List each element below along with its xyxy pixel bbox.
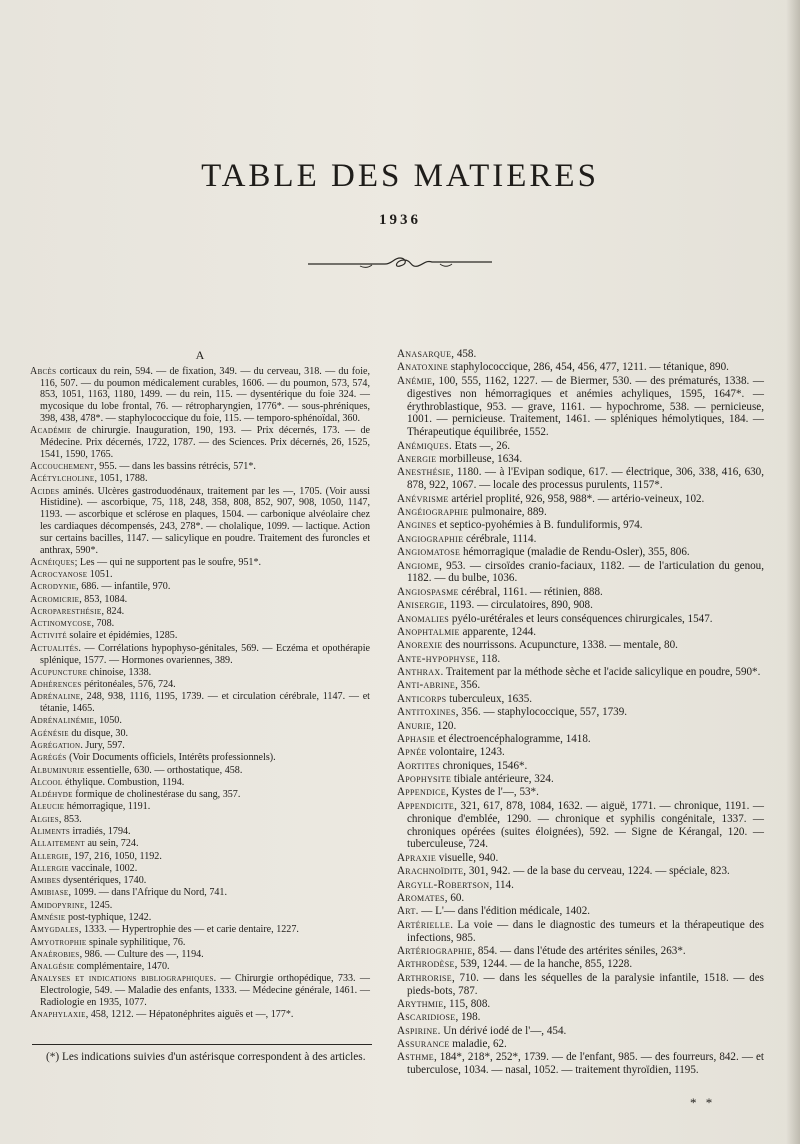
entry-heading: Anasarque — [397, 348, 452, 360]
entry-heading: Anisergie — [397, 599, 445, 612]
entry-heading: Anurie — [397, 719, 432, 732]
entry-heading: Agénésie — [30, 727, 69, 739]
entry-heading: Anticorps — [397, 692, 447, 705]
index-entry — [30, 826, 370, 838]
index-entry — [397, 375, 764, 439]
entry-references: dysentériques, 1740. — [60, 875, 147, 887]
entry-heading: Analyses et indications bibliographiques — [30, 973, 214, 985]
index-entry — [397, 720, 764, 733]
index-entry — [30, 740, 370, 752]
index-entry — [30, 569, 370, 581]
index-entry — [30, 875, 370, 887]
index-entry — [30, 863, 370, 875]
entry-references: , 60. — [444, 891, 465, 904]
entry-references: , 114. — [489, 878, 514, 891]
entry-heading: Arachnoïdite — [397, 865, 464, 878]
entry-heading: Aleucie — [30, 801, 65, 813]
entry-references: corticaux du rein, 594. — de fixation, 349. — du cerveau, 318. — du foie, 116, 507. — du poumon médicalement curables, 1606. — du poumon, 573, 574, 853, 1051, 1163, 1180, 1499. — du rein, 115. — dysentérique du foie 324. — mycosique du lobe frontal, 76. — rétropharyngien, 1776*. — sous-phréniques, 398, 438, 478*. — staphylococcique du foie, 115. — temporo-sphénoïdal, 360. — [40, 365, 370, 424]
entry-references: , 1193. — circulatoires, 890, 908. — [444, 599, 593, 612]
index-entry — [30, 851, 370, 863]
entry-references: au sein, 724. — [84, 838, 139, 850]
entry-heading: Aphasie — [397, 732, 436, 745]
entry-heading: Alcool — [30, 776, 63, 788]
entry-references: tuberculeux, 1635. — [446, 692, 533, 705]
index-entry — [30, 691, 370, 715]
entry-heading: Amygdales — [30, 924, 79, 936]
index-entry — [397, 800, 764, 852]
entry-heading: Anthrax — [397, 666, 441, 678]
entry-heading: Artériographie — [397, 944, 473, 957]
index-entry — [397, 546, 764, 559]
page-title: TABLE DES MATIERES — [201, 158, 599, 194]
entry-references: . — Chirurgie orthopédique, 733. — Electrologie, 549. — Maladie des enfants, 1333. — Médecine générale, 1461. — Radiologie en 1935, 1077. — [40, 973, 370, 1008]
entry-references: , 458, 1212. — Hépatonéphrites aiguës et —, 177*. — [85, 1009, 294, 1021]
entry-heading: Amyotrophie — [30, 936, 87, 948]
entry-references: de chirurgie. Inauguration, 190, 193. — Prix décernés, 173. — de Médecine. Prix décernés, 1722, 1787. — des Sciences. Prix décernés, 26, 1525, 1541, 1590, 1765. — [40, 425, 370, 460]
entry-references: , 118. — [475, 652, 501, 665]
index-entry — [397, 786, 764, 799]
entry-references: visuelle, 940. — [436, 851, 499, 864]
entry-heading: Analgésie — [30, 961, 75, 973]
entry-references: solaire et épidémies, 1285. — [66, 630, 178, 642]
entry-references: , 197, 216, 1050, 1192. — [68, 850, 162, 862]
entry-heading: Angiospasme — [397, 585, 459, 598]
entry-references: , 710. — dans les séquelles de la paralysie infantile, 1518. — des pieds-bots, 787. — [407, 971, 764, 997]
entry-heading: Abcès — [30, 365, 57, 377]
index-entry — [397, 586, 764, 599]
end-mark: * * — [690, 1095, 716, 1110]
entry-heading: Amibiase — [30, 887, 69, 899]
entry-heading: Ante-hypophyse — [397, 652, 476, 665]
entry-heading: Argyll-Robertson — [397, 878, 490, 891]
index-entry — [397, 919, 764, 945]
index-entry — [397, 466, 764, 492]
index-entry — [397, 626, 764, 639]
entry-references: , 100, 555, 1162, 1227. — de Biermer, 530. — des prématurés, 1338. — digestives non hémorragiques et anémies achyliques, 1595, 1647*. — érythroblastique, 953. — grave, 1161. — hypochrome, 538. — pernicieuse, 1001. — pernicieuse. Traitement, 1461. — spléniques hémolytiques, 184. — Thérapeutique équilibrée, 1552. — [407, 374, 764, 439]
entry-heading: Assurance — [397, 1038, 450, 1050]
entry-references: , 854. — dans l'étude des artérites séniles, 263*. — [472, 944, 686, 957]
entry-references: . La voie — dans le diagnostic des tumeurs et la thérapeutique des infections, 985. — [407, 918, 764, 944]
entry-heading: Arthrorise — [397, 971, 452, 984]
entry-references: , 1050. — [94, 715, 122, 727]
entry-heading: Asthme — [397, 1051, 434, 1064]
index-entry — [397, 879, 764, 892]
entry-heading: Arthrodèse — [397, 958, 455, 971]
entry-references: , 708. — [91, 618, 115, 630]
index-entry — [30, 679, 370, 691]
entry-references: hémorragique (maladie de Rendu-Osler), 355, 806. — [460, 546, 690, 559]
index-entry — [30, 366, 370, 425]
entry-references: , 1099. — dans l'Afrique du Nord, 741. — [68, 887, 228, 899]
index-entry — [30, 765, 370, 777]
entry-heading: Angiographie — [397, 532, 464, 545]
index-entry — [397, 1051, 764, 1077]
entry-heading: Angines — [397, 519, 437, 532]
entry-heading: Acroparesthésie — [30, 605, 102, 617]
entry-references: , 539, 1244. — de la hanche, 855, 1228. — [454, 958, 633, 971]
entry-heading: Aldéhyde — [30, 789, 73, 801]
entry-references: péritonéales, 576, 724. — [81, 679, 176, 691]
entry-heading: Activité — [30, 630, 67, 642]
index-entry — [30, 924, 370, 936]
index-entry — [30, 949, 370, 961]
entry-heading: Académie — [30, 425, 72, 437]
entry-heading: Aspirine — [397, 1024, 438, 1037]
index-entry — [397, 361, 764, 374]
entry-references: vaccinale, 1002. — [68, 862, 138, 874]
entry-heading: Anémie — [397, 374, 433, 387]
entry-heading: Angiomatose — [397, 546, 461, 559]
index-entry — [30, 461, 370, 473]
entry-heading: Aromates — [397, 891, 445, 904]
entry-references: maladie, 62. — [449, 1038, 507, 1050]
entry-heading: Anatoxine — [397, 361, 449, 374]
index-entry — [397, 613, 764, 626]
index-entry — [397, 852, 764, 865]
index-entry — [397, 958, 764, 971]
entry-heading: Apnée — [397, 746, 427, 759]
index-entry — [30, 728, 370, 740]
index-entry — [30, 1009, 370, 1021]
index-entry — [397, 493, 764, 506]
footnote: (*) Les indications suivies d'un astérisque correspondent à des articles. — [46, 1051, 366, 1063]
index-entry — [397, 666, 764, 679]
entry-heading: Antitoxines — [397, 706, 456, 719]
entry-heading: Aliments — [30, 825, 71, 837]
entry-references: , 301, 942. — de la base du cerveau, 1224. — spéciale, 823. — [463, 865, 730, 878]
entry-references: , 853. — [58, 813, 82, 825]
entry-references: , 1051, 1788. — [94, 473, 148, 485]
index-entry — [397, 865, 764, 878]
entry-references: , 458. — [451, 348, 477, 360]
entry-heading: Adhérences — [30, 679, 82, 691]
entry-references: , 184*, 218*, 252*, 1739. — de l'enfant, 985. — des fourreurs, 842. — et tuberculose, 1034. — nasal, 1052. — traitement thyroïdien, 1195. — [407, 1051, 764, 1077]
entry-references: cérébral, 1161. — rétinien, 888. — [458, 585, 603, 598]
index-entry — [30, 557, 370, 569]
index-entry — [397, 1038, 764, 1051]
entry-heading: Anémiques — [397, 439, 450, 452]
entry-heading: Acides — [30, 485, 60, 497]
index-entry — [397, 998, 764, 1011]
index-entry — [397, 679, 764, 692]
entry-references: post-typhique, 1242. — [65, 911, 152, 923]
entry-heading: Acnéiques — [30, 556, 75, 568]
entry-references: aminés. Ulcères gastroduodénaux, traitement par les —, 1705. (Voir aussi Histidine). — ascorbique, 75, 118, 248, 358, 808, 852, 907, 908, 1050, 1147, 1193. — ascorbique et sclérose en plaques, 1504. — carbonique alvéolaire chez les cardiaques décompensés, 243, 278*. — cholalique, 1099. — lactique. Action sur certains bacilles, 1147. — salicylique en poudre. Traitement des furoncles et anthrax, 590*. — [40, 485, 370, 556]
entry-references: complémentaire, 1470. — [74, 961, 170, 973]
index-entry — [397, 506, 764, 519]
entry-references: , 955. — dans les bassins rétrécis, 571*. — [94, 461, 256, 473]
entry-references: , 356. — [455, 679, 481, 692]
page-year: 1936 — [379, 212, 421, 228]
entry-heading: Agrégés — [30, 752, 67, 764]
entry-heading: Amnésie — [30, 911, 66, 923]
index-entry — [30, 838, 370, 850]
entry-references: et septico-pyohémies à B. funduliformis, 974. — [436, 519, 643, 532]
index-entry — [30, 961, 370, 973]
index-entry — [30, 912, 370, 924]
entry-references: . — Corrélations hypophyso-génitales, 569. — Eczéma et opothérapie splénique, 1577. — Hormones ovariennes, 389. — [40, 642, 370, 666]
entry-references: (Voir Documents officiels, Intérêts professionnels). — [66, 752, 276, 764]
index-entry — [30, 900, 370, 912]
index-entry — [397, 746, 764, 759]
index-entry — [397, 693, 764, 706]
entry-references: du disque, 30. — [68, 727, 129, 739]
entry-references: chroniques, 1546*. — [439, 759, 528, 772]
entry-heading: Actinomycose — [30, 618, 92, 630]
index-entry — [30, 486, 370, 557]
entry-references: volontaire, 1243. — [426, 746, 505, 759]
entry-heading: Agrégation — [30, 740, 81, 751]
entry-references: , 198. — [455, 1011, 481, 1024]
entry-heading: Anaphylaxie — [30, 1009, 86, 1021]
entry-references: , 356. — staphylococcique, 557, 1739. — [455, 706, 628, 719]
index-entry — [30, 777, 370, 789]
index-entry — [30, 618, 370, 630]
entry-references: ; Les — qui ne supportent pas le soufre, 951*. — [74, 556, 262, 568]
entry-references: . Jury, 597. — [80, 740, 125, 751]
entry-heading: Anesthésie — [397, 466, 451, 479]
entry-references: , Kystes de l'—, 53*. — [445, 786, 539, 799]
entry-references: pyélo-urétérales et leurs conséquences chirurgicales, 1547. — [449, 612, 713, 625]
index-entry — [397, 760, 764, 773]
index-entry — [30, 789, 370, 801]
index-entry — [30, 752, 370, 764]
index-entry — [397, 773, 764, 786]
index-entry — [397, 348, 764, 361]
entry-heading: Arythmie — [397, 997, 444, 1010]
entry-references: éthylique. Combustion, 1194. — [62, 776, 185, 788]
index-entry — [397, 892, 764, 905]
entry-references: , 120. — [431, 719, 457, 732]
entry-references: et électroencéphalogramme, 1418. — [435, 732, 591, 745]
entry-references: , 824. — [101, 605, 125, 617]
index-entry — [397, 905, 764, 918]
entry-heading: Allergie — [30, 862, 69, 874]
index-entry — [397, 519, 764, 532]
entry-references: irradiés, 1794. — [70, 825, 131, 837]
index-entry — [30, 643, 370, 667]
entry-references: morbilleuse, 1634. — [436, 453, 523, 465]
entry-references: hémorragique, 1191. — [64, 801, 151, 813]
index-entry — [397, 533, 764, 546]
entry-references: . Traitement par la méthode sèche et l'acide salicylique en poudre, 590*. — [440, 666, 761, 678]
index-entry — [30, 715, 370, 727]
index-entry — [397, 653, 764, 666]
entry-heading: Accouchement — [30, 461, 95, 473]
entry-heading: Acrodynie — [30, 581, 77, 593]
entry-references: pulmonaire, 889. — [468, 506, 547, 518]
entry-heading: Apraxie — [397, 851, 437, 864]
entry-references: , 115, 808. — [443, 997, 491, 1010]
entry-references: , 1180. — à l'Evipan sodique, 617. — électrique, 306, 338, 416, 630, 878, 922, 1067. — locale des processus purulents, 1157*. — [407, 466, 764, 492]
index-entry — [30, 937, 370, 949]
index-entry — [30, 973, 370, 1008]
entry-references: formique de cholinestérase du sang, 357. — [72, 789, 241, 801]
entry-heading: Amibes — [30, 875, 61, 887]
index-entry — [30, 581, 370, 593]
entry-references: , 686. — infantile, 970. — [76, 581, 171, 593]
entry-heading: Acupuncture — [30, 666, 88, 678]
entry-heading: Actualités — [30, 642, 79, 654]
section-letter: A — [195, 348, 205, 362]
index-entry — [397, 1025, 764, 1038]
entry-heading: Albuminurie — [30, 764, 85, 776]
entry-heading: Anomalies — [397, 612, 450, 625]
entry-heading: Amidopyrine — [30, 899, 85, 911]
entry-heading: Allergie — [30, 850, 69, 862]
index-entry — [30, 630, 370, 642]
index-entry — [397, 1011, 764, 1024]
index-entry — [397, 560, 764, 586]
entry-references: , 853, 1084. — [79, 593, 128, 605]
index-entry — [30, 801, 370, 813]
index-entry — [30, 473, 370, 485]
entry-heading: Algies — [30, 813, 59, 825]
entry-references: essentielle, 630. — orthostatique, 458. — [84, 764, 243, 776]
entry-references: staphylococcique, 286, 454, 456, 477, 1211. — tétanique, 890. — [448, 361, 729, 374]
entry-heading: Acétylcholine — [30, 473, 95, 485]
entry-references: , 1333. — Hypertrophie des — et carie dentaire, 1227. — [78, 924, 299, 936]
index-entry — [397, 945, 764, 958]
entry-references: tibiale antérieure, 324. — [451, 773, 554, 785]
index-entry — [397, 599, 764, 612]
entry-heading: Angiome — [397, 559, 440, 572]
entry-heading: Adrénalinémie — [30, 715, 95, 727]
right-column — [397, 348, 764, 1078]
entry-heading: Anorexie — [397, 639, 443, 652]
entry-heading: Art — [397, 905, 416, 918]
entry-heading: Anti-abrine — [397, 679, 456, 692]
entry-heading: Angéiographie — [397, 506, 469, 518]
ornament-divider-icon — [300, 254, 500, 274]
entry-heading: Acrocyanose — [30, 569, 88, 581]
index-entry — [30, 814, 370, 826]
index-entry — [397, 733, 764, 746]
entry-references: . — L'— dans l'édition médicale, 1402. — [415, 905, 591, 918]
footnote-rule — [32, 1044, 372, 1045]
index-entry — [397, 972, 764, 998]
left-column — [30, 350, 370, 1021]
entry-heading: Anophtalmie — [397, 625, 460, 638]
entry-heading: Ascaridiose — [397, 1011, 456, 1024]
entry-heading: Artérielle — [397, 918, 451, 931]
entry-references: , 986. — Culture des —, 1194. — [79, 948, 204, 960]
index-entry — [30, 887, 370, 899]
entry-references: . Un dérivé iodé de l'—, 454. — [437, 1024, 567, 1037]
entry-references: 1051. — [87, 569, 113, 581]
entry-references: . Etats —, 26. — [449, 439, 511, 452]
entry-heading: Anergie — [397, 453, 437, 465]
entry-heading: Acromicrie — [30, 593, 80, 605]
entry-heading: Appendicite — [397, 799, 455, 812]
entry-references: , 248, 938, 1116, 1195, 1739. — et circulation cérébrale, 1147. — et tétanie, 1465. — [40, 691, 370, 715]
entry-heading: Allaitement — [30, 838, 85, 850]
index-entry — [30, 606, 370, 618]
index-entry — [30, 594, 370, 606]
entry-references: des nourrissons. Acupuncture, 1338. — mentale, 80. — [442, 639, 678, 652]
entry-heading: Adrénaline — [30, 691, 81, 703]
entry-references: , 1245. — [84, 899, 113, 911]
entry-heading: Appendice — [397, 786, 446, 799]
entry-references: , 953. — cirsoïdes cranio-faciaux, 1182. — de l'articulation du genou, 1182. — du bulbe, 1036. — [407, 559, 764, 585]
entry-heading: Apophysite — [397, 773, 452, 785]
entry-references: chinoise, 1338. — [87, 666, 152, 678]
entry-heading: Aortites — [397, 759, 440, 772]
index-entry — [397, 453, 764, 466]
entry-references: , 321, 617, 878, 1084, 1632. — aiguë, 1771. — chronique, 1191. — chronique d'emblée, 1290. — chronique et syphilis congénitale, 1337. — chroniques opérées (suites éloignées), 592. — Signe de Kérangal, 120. — tuberculeuse, 724. — [407, 799, 764, 851]
index-entry — [30, 667, 370, 679]
entry-references: spinale syphilitique, 76. — [86, 936, 186, 948]
index-entry — [397, 706, 764, 719]
entry-references: apparente, 1244. — [459, 625, 537, 638]
entry-heading: Anévrisme — [397, 492, 449, 505]
index-entry — [30, 425, 370, 460]
entry-heading: Anaérobies — [30, 948, 80, 960]
entry-references: artériel proplité, 926, 958, 988*. — artério-veineux, 102. — [448, 492, 705, 505]
index-entry — [397, 440, 764, 453]
entry-references: cérébrale, 1114. — [463, 532, 537, 545]
index-entry — [397, 639, 764, 652]
